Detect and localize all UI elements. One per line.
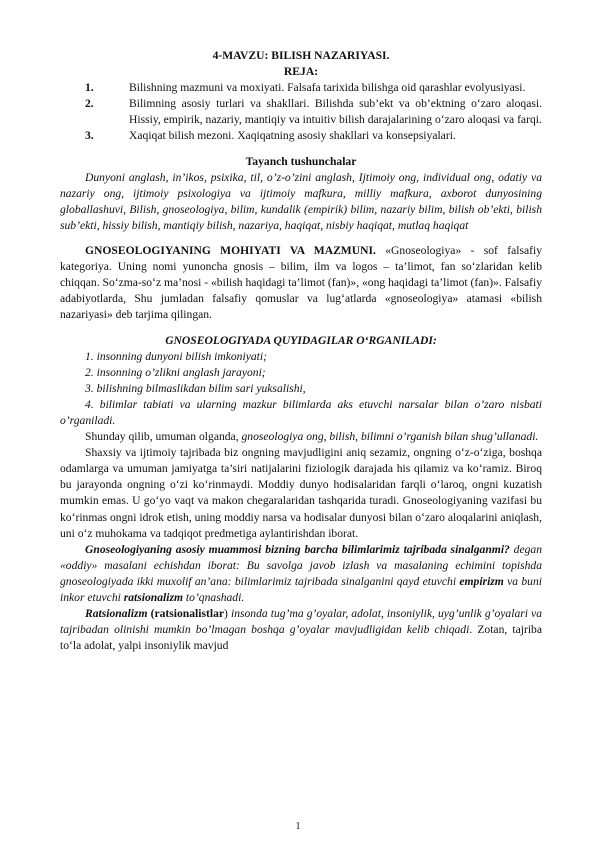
plan-item-number: 2.	[85, 97, 94, 111]
plan-item-text: Bilimning asosiy turlari va shakllari. Bilishda sub’ekt va ob’ektning o‘zaro aloqasi. Hissiy, empirik, nazariy, mantiqiy va intuitiv bilish darajalarining o‘zaro aloqasi va farqi.	[129, 97, 542, 127]
concepts-text: Dunyoni anglash, in’ikos, psixika, til, o’z-o’zini anglash, Ijtimoiy ong, individual ong, odatiy va nazariy ong, ijtimoiy psixologiya va ijtimoiy mafkura, milliy mafkura, axborot dunyosining globallashuvi, Bilish, gnoseologiya, bilim, kundalik (empirik) bilim, nazariy bilim, bilish ob’ekti, bilish sub’ekti, hissiy bilish, mantiqiy bilish, nazariya, haqiqat, nisbiy haqiqat, mutlaq haqiqat	[60, 170, 542, 232]
plan-item-text: Bilishning mazmuni va moxiyati. Falsafa tarixida bilishga oid qarashlar evolyusiyasi.	[129, 81, 526, 95]
document-page	[60, 48, 542, 654]
summary-italic: gnoseologiya ong, bilish, bilimni o’rganish bilan shug’ullanadi.	[241, 430, 539, 444]
term-ratsionalizm: ratsionalizm	[123, 591, 184, 604]
rational-close: )	[224, 607, 228, 621]
question-part3: to’qnashadi.	[183, 591, 245, 604]
studied-item: 1. insonning dunyoni bilish imkoniyati;	[85, 349, 267, 363]
rational-term: Ratsionalizm	[85, 607, 148, 621]
rational-paragraph	[60, 606, 542, 654]
plan-item	[60, 96, 542, 128]
question-paragraph	[60, 542, 542, 606]
concepts-heading: Tayanch tushunchalar	[245, 154, 357, 168]
page-number: 1	[295, 821, 301, 832]
studied-item: 2. insonning o’zlikni anglash jarayoni;	[85, 365, 266, 379]
plan-heading: REJA:	[283, 65, 319, 79]
question-bold: Gnoseologiyaning asosiy muammosi bizning barcha bilimlarimiz tajribada sinalganmi?	[85, 542, 510, 556]
main-paragraph: Shaxsiy va ijtimoiy tajribada biz ongning mavjudligini aniq sezamiz, ongning o‘z-o‘ziga, boshqa odamlarga va umuman jamiyatga ta’siri natijalarini fiziologik darajada his qilamiz va ko‘ramiz. Biroq bu jarayonda ongning o‘zi ko‘rinmaydi. Moddiy dunyo hodisalaridan farqli o‘laroq, ongni kuzatish mumkin emas. U go‘yo vaqt va makon chegaralaridan tashqarida turadi. Gnoseologiyaning vazifasi bu ko‘rinmas ongni idrok etish, uning moddiy narsa va hodisalar dunyosi bilan o‘zaro aloqalarini aniqlash, uni o‘z muhokama va tadqiqot predmetiga aylantirishdan iborat.	[60, 446, 542, 540]
document-title: 4-MAVZU: BILISH NAZARIYASI.	[212, 49, 390, 62]
plan-item	[60, 80, 542, 96]
question-part2: va buni inkor etuvchi	[60, 574, 542, 604]
studied-heading: GNOSEOLOGIYADA QUYIDAGILAR O‘RGANILADI:	[165, 333, 437, 347]
section-gnoseology-essence	[60, 243, 542, 323]
term-empirizm: empirizm	[459, 574, 504, 588]
summary-lead: Shunday qilib, umuman olganda,	[85, 430, 242, 444]
section-heading: GNOSEOLOGIYANING MOHIYATI VA MAZMUNI.	[85, 244, 376, 258]
summary-paragraph	[60, 429, 542, 445]
studied-item: 4. bilimlar tabiati va ularning mazkur bilimlarda aks etuvchi narsalar bilan o’zaro nisbati o’rganiladi.	[60, 397, 542, 427]
studied-item: 3. bilishning bilmaslikdan bilim sari yuksalishi,	[85, 381, 306, 395]
section-text: «Gnoseologiya» - sof falsafiy kategoriya. Uning nomi yunoncha gnosis – bilim, ilm va logos – ta’limot, fan so‘zlaridan kelib chiqqan. So‘zma-so‘z ma’nosi - «bilish haqidagi ta’limot (fan)», «ong haqidagi ta’limot (fan)». Falsafiy adabiyotlarda, Shu jumladan falsafiy qomuslar va lug‘atlarda «gnoseologiya» atamasi «bilish nazariyasi» deb tarjima qilingan.	[60, 244, 542, 322]
plan-item	[60, 128, 542, 144]
rational-italic: insonda tug’ma g’oyalar, adolat, insoniylik, uyg’unlik g’oyalari va tajribadan olinishi mumkin bo’lmagan boshqa g’oyalar mavjudligidan kelib chiqadi	[60, 607, 543, 637]
plan-item-text: Xaqiqat bilish mezoni. Xaqiqatning asosiy shakllari va konsepsiyalari.	[129, 129, 456, 143]
plan-item-number: 3.	[85, 129, 94, 143]
rational-tail: . Zotan, tajriba to‘la adolat, yalpi insoniylik mavjud	[60, 623, 542, 653]
rational-paren: (ratsionalistlar	[150, 607, 225, 621]
question-part1: degan «oddiy» masalani echishdan iborat: Bu savolga javob izlash va masalaning echimini topishda gnoseologiyada ikki muxolif an’ana: bilimlarimiz tajribada sinalganini qayd etuvchi	[60, 542, 542, 588]
plan-item-number: 1.	[85, 81, 94, 95]
